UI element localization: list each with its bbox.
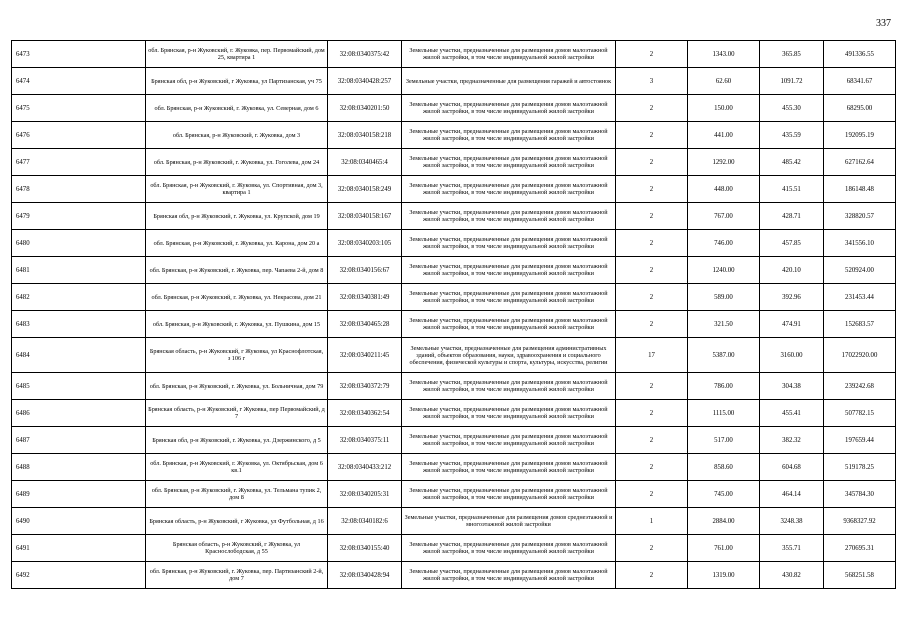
cadastral-value-cell: 9368327.92	[824, 508, 896, 535]
table-row	[12, 149, 896, 176]
land-purpose-cell: Земельные участки, предназначенные для размещения домов малоэтажной жилой застройки, в том числе индивидуальной жилой застройки	[402, 284, 616, 311]
group-cell: 2	[616, 95, 688, 122]
group-cell: 1	[616, 508, 688, 535]
table-row	[12, 203, 896, 230]
area-cell: 589.00	[688, 284, 760, 311]
row-number-cell: 6488	[12, 454, 146, 481]
cadastral-value-cell: 270695.31	[824, 535, 896, 562]
specific-value-cell: 485.42	[760, 149, 824, 176]
group-cell: 2	[616, 284, 688, 311]
cadastral-value-cell: 17022920.00	[824, 338, 896, 373]
cadastral-value-cell: 491336.55	[824, 41, 896, 68]
cadastral-value-cell: 341556.10	[824, 230, 896, 257]
area-cell: 1343.00	[688, 41, 760, 68]
specific-value-cell: 1091.72	[760, 68, 824, 95]
cadastral-number-cell: 32:08:0340158:167	[328, 203, 402, 230]
land-purpose-cell: Земельные участки, предназначенные для размещения домов малоэтажной жилой застройки, в том числе индивидуальной жилой застройки	[402, 41, 616, 68]
cadastral-number-cell: 32:08:0340465:4	[328, 149, 402, 176]
row-number-cell: 6489	[12, 481, 146, 508]
address-cell: обл. Брянская, р-н Жуковский, г. Жуковка, ул. Северная, дом 6	[146, 95, 328, 122]
row-number-cell: 6476	[12, 122, 146, 149]
table-row	[12, 257, 896, 284]
cadastral-value-cell: 68341.67	[824, 68, 896, 95]
land-purpose-cell: Земельные участки, предназначенные для размещения домов малоэтажной жилой застройки, в том числе индивидуальной жилой застройки	[402, 122, 616, 149]
page-number: 337	[876, 18, 891, 29]
address-cell: обл. Брянская, р-н Жуковский, г. Жуковка, ул. Гоголева, дом 24	[146, 149, 328, 176]
row-number-cell: 6490	[12, 508, 146, 535]
address-cell: Брянская область, р-н Жуковский, г Жуковка, ул Краснофлотская, з 106 г	[146, 338, 328, 373]
row-number-cell: 6484	[12, 338, 146, 373]
table-row	[12, 95, 896, 122]
cadastral-value-cell: 520924.00	[824, 257, 896, 284]
row-number-cell: 6475	[12, 95, 146, 122]
cadastral-value-cell: 328820.57	[824, 203, 896, 230]
land-purpose-cell: Земельные участки, предназначенные для размещения домов малоэтажной жилой застройки, в том числе индивидуальной жилой застройки	[402, 454, 616, 481]
area-cell: 5387.00	[688, 338, 760, 373]
area-cell: 62.60	[688, 68, 760, 95]
group-cell: 2	[616, 535, 688, 562]
area-cell: 1115.00	[688, 400, 760, 427]
cadastral-value-cell: 192095.19	[824, 122, 896, 149]
cadastral-number-cell: 32:08:0340203:105	[328, 230, 402, 257]
group-cell: 2	[616, 122, 688, 149]
address-cell: обл. Брянская, р-н Жуковский, г. Жуковка, пер. Чапаева 2-й, дом 8	[146, 257, 328, 284]
cadastral-value-cell: 627162.64	[824, 149, 896, 176]
specific-value-cell: 3248.38	[760, 508, 824, 535]
land-purpose-cell: Земельные участки, предназначенные для размещения домов малоэтажной жилой застройки, в том числе индивидуальной жилой застройки	[402, 311, 616, 338]
area-cell: 745.00	[688, 481, 760, 508]
group-cell: 2	[616, 427, 688, 454]
group-cell: 2	[616, 203, 688, 230]
land-purpose-cell: Земельные участки, предназначенные для размещения домов малоэтажной жилой застройки, в том числе индивидуальной жилой застройки	[402, 481, 616, 508]
address-cell: Брянская обл, р-н Жуковский, г. Жуковка, ул. Крупской, дом 19	[146, 203, 328, 230]
land-purpose-cell: Земельные участки, предназначенные для размещения домов малоэтажной жилой застройки, в том числе индивидуальной жилой застройки	[402, 373, 616, 400]
land-purpose-cell: Земельные участки, предназначенные для размещения домов малоэтажной жилой застройки, в том числе индивидуальной жилой застройки	[402, 535, 616, 562]
cadastral-number-cell: 32:08:0340158:218	[328, 122, 402, 149]
land-purpose-cell: Земельные участки, предназначенные для размещения домов среднеэтажной и многоэтажной жилой застройки	[402, 508, 616, 535]
cadastral-number-cell: 32:08:0340428:257	[328, 68, 402, 95]
specific-value-cell: 457.85	[760, 230, 824, 257]
address-cell: обл. Брянская, р-н Жуковский, г. Жуковка, пер. Первомайский, дом 25, квартира 1	[146, 41, 328, 68]
land-purpose-cell: Земельные участки, предназначенные для размещения домов малоэтажной жилой застройки, в том числе индивидуальной жилой застройки	[402, 562, 616, 589]
specific-value-cell: 464.14	[760, 481, 824, 508]
cadastral-value-cell: 239242.68	[824, 373, 896, 400]
cadastral-number-cell: 32:08:0340211:45	[328, 338, 402, 373]
row-number-cell: 6486	[12, 400, 146, 427]
address-cell: Брянская область, р-н Жуковский, г Жуковка, ул Краснослободская, д 55	[146, 535, 328, 562]
specific-value-cell: 392.96	[760, 284, 824, 311]
row-number-cell: 6479	[12, 203, 146, 230]
table-row	[12, 68, 896, 95]
land-purpose-cell: Земельные участки, предназначенные для размещения домов малоэтажной жилой застройки, в том числе индивидуальной жилой застройки	[402, 176, 616, 203]
group-cell: 2	[616, 230, 688, 257]
land-purpose-cell: Земельные участки, предназначенные для размещения домов малоэтажной жилой застройки, в том числе индивидуальной жилой застройки	[402, 400, 616, 427]
cadastral-value-cell: 197659.44	[824, 427, 896, 454]
specific-value-cell: 420.10	[760, 257, 824, 284]
cadastral-number-cell: 32:08:0340156:67	[328, 257, 402, 284]
cadastral-number-cell: 32:08:0340205:31	[328, 481, 402, 508]
address-cell: обл. Брянская, р-н Жуковский, г. Жуковка, ул. Спортивная, дом 3, квартира 1	[146, 176, 328, 203]
specific-value-cell: 604.68	[760, 454, 824, 481]
row-number-cell: 6482	[12, 284, 146, 311]
group-cell: 2	[616, 454, 688, 481]
specific-value-cell: 474.91	[760, 311, 824, 338]
specific-value-cell: 382.32	[760, 427, 824, 454]
land-purpose-cell: Земельные участки, предназначенные для размещения домов малоэтажной жилой застройки, в том числе индивидуальной жилой застройки	[402, 203, 616, 230]
area-cell: 767.00	[688, 203, 760, 230]
specific-value-cell: 430.82	[760, 562, 824, 589]
row-number-cell: 6485	[12, 373, 146, 400]
row-number-cell: 6491	[12, 535, 146, 562]
cadastral-number-cell: 32:08:0340182:6	[328, 508, 402, 535]
cadastral-value-cell: 68295.00	[824, 95, 896, 122]
group-cell: 2	[616, 176, 688, 203]
table-row	[12, 535, 896, 562]
group-cell: 2	[616, 373, 688, 400]
group-cell: 3	[616, 68, 688, 95]
land-purpose-cell: Земельные участки, предназначенные для размещения домов малоэтажной жилой застройки, в том числе индивидуальной жилой застройки	[402, 230, 616, 257]
table-row	[12, 176, 896, 203]
table-row	[12, 508, 896, 535]
address-cell: Брянская обл, р-н Жуковский, г Жуковка, ул Партизанская, уч 75	[146, 68, 328, 95]
area-cell: 2884.00	[688, 508, 760, 535]
address-cell: обл. Брянская, р-н Жуковский, г. Жуковка, ул. Карона, дом 20 а	[146, 230, 328, 257]
row-number-cell: 6478	[12, 176, 146, 203]
table-row	[12, 400, 896, 427]
specific-value-cell: 455.41	[760, 400, 824, 427]
land-purpose-cell: Земельные участки, предназначенные для размещения домов малоэтажной жилой застройки, в том числе индивидуальной жилой застройки	[402, 95, 616, 122]
address-cell: обл. Брянская, р-н Жуковский, г. Жуковка, ул. Тельмана тупик 2, дом 8	[146, 481, 328, 508]
cadastral-number-cell: 32:08:0340362:54	[328, 400, 402, 427]
land-purpose-cell: Земельные участки, предназначенные для размещения гаражей и автостоянок	[402, 68, 616, 95]
table-row	[12, 454, 896, 481]
cadastral-number-cell: 32:08:0340375:11	[328, 427, 402, 454]
row-number-cell: 6473	[12, 41, 146, 68]
row-number-cell: 6474	[12, 68, 146, 95]
table-row	[12, 41, 896, 68]
area-cell: 858.60	[688, 454, 760, 481]
specific-value-cell: 304.38	[760, 373, 824, 400]
cadastral-number-cell: 32:08:0340465:28	[328, 311, 402, 338]
area-cell: 1240.00	[688, 257, 760, 284]
specific-value-cell: 355.71	[760, 535, 824, 562]
group-cell: 2	[616, 562, 688, 589]
group-cell: 2	[616, 41, 688, 68]
group-cell: 2	[616, 481, 688, 508]
cadastral-value-table	[11, 40, 896, 589]
cadastral-value-cell: 568251.58	[824, 562, 896, 589]
table-row	[12, 284, 896, 311]
table-body	[12, 41, 896, 589]
cadastral-number-cell: 32:08:0340428:94	[328, 562, 402, 589]
row-number-cell: 6481	[12, 257, 146, 284]
table-row	[12, 230, 896, 257]
cadastral-value-cell: 345784.30	[824, 481, 896, 508]
cadastral-number-cell: 32:08:0340155:40	[328, 535, 402, 562]
table-row	[12, 373, 896, 400]
area-cell: 1319.00	[688, 562, 760, 589]
group-cell: 2	[616, 149, 688, 176]
specific-value-cell: 428.71	[760, 203, 824, 230]
area-cell: 448.00	[688, 176, 760, 203]
address-cell: обл. Брянская, р-н Жуковский, г. Жуковка, ул. Некрасова, дом 21	[146, 284, 328, 311]
address-cell: обл. Брянская, р-н Жуковский, г. Жуковка, дом 3	[146, 122, 328, 149]
cadastral-value-cell: 519178.25	[824, 454, 896, 481]
group-cell: 2	[616, 311, 688, 338]
row-number-cell: 6477	[12, 149, 146, 176]
specific-value-cell: 365.85	[760, 41, 824, 68]
table-row	[12, 562, 896, 589]
address-cell: обл. Брянская, р-н Жуковский, г. Жуковка, пер. Партизанский 2-й, дом 7	[146, 562, 328, 589]
land-purpose-cell: Земельные участки, предназначенные для размещения административных зданий, объектов образования, науки, здравоохранения и социального обеспечения, физической культуры и спорта, культуры, искусства, религии	[402, 338, 616, 373]
table-row	[12, 481, 896, 508]
address-cell: обл. Брянская, р-н Жуковский, г. Жуковка, ул. Октябрьская, дом 6 кв.1	[146, 454, 328, 481]
land-purpose-cell: Земельные участки, предназначенные для размещения домов малоэтажной жилой застройки, в том числе индивидуальной жилой застройки	[402, 427, 616, 454]
cadastral-number-cell: 32:08:0340381:49	[328, 284, 402, 311]
area-cell: 1292.00	[688, 149, 760, 176]
group-cell: 2	[616, 257, 688, 284]
cadastral-number-cell: 32:08:0340372:79	[328, 373, 402, 400]
area-cell: 150.00	[688, 95, 760, 122]
table-row	[12, 122, 896, 149]
address-cell: Брянская область, р-н Жуковский, г Жуковка, ул Футбольная, д 16	[146, 508, 328, 535]
specific-value-cell: 415.51	[760, 176, 824, 203]
cadastral-value-cell: 186148.48	[824, 176, 896, 203]
row-number-cell: 6492	[12, 562, 146, 589]
group-cell: 17	[616, 338, 688, 373]
table-row	[12, 427, 896, 454]
row-number-cell: 6480	[12, 230, 146, 257]
specific-value-cell: 455.30	[760, 95, 824, 122]
area-cell: 517.00	[688, 427, 760, 454]
cadastral-value-cell: 507782.15	[824, 400, 896, 427]
cadastral-number-cell: 32:08:0340201:50	[328, 95, 402, 122]
address-cell: Брянская обл, р-н Жуковский, г. Жуковка, ул. Дзержинского, д 5	[146, 427, 328, 454]
cadastral-number-cell: 32:08:0340375:42	[328, 41, 402, 68]
specific-value-cell: 435.59	[760, 122, 824, 149]
address-cell: Брянская область, р-н Жуковский, г Жуковка, пер Первомайский, д 7	[146, 400, 328, 427]
address-cell: обл. Брянская, р-н Жуковский, г. Жуковка, ул. Больничная, дом 79	[146, 373, 328, 400]
land-purpose-cell: Земельные участки, предназначенные для размещения домов малоэтажной жилой застройки, в том числе индивидуальной жилой застройки	[402, 149, 616, 176]
cadastral-number-cell: 32:08:0340433:212	[328, 454, 402, 481]
table-row	[12, 338, 896, 373]
area-cell: 746.00	[688, 230, 760, 257]
area-cell: 321.50	[688, 311, 760, 338]
land-purpose-cell: Земельные участки, предназначенные для размещения домов малоэтажной жилой застройки, в том числе индивидуальной жилой застройки	[402, 257, 616, 284]
table-row	[12, 311, 896, 338]
row-number-cell: 6483	[12, 311, 146, 338]
address-cell: обл. Брянская, р-н Жуковский, г. Жуковка, ул. Пушкина, дом 15	[146, 311, 328, 338]
area-cell: 761.00	[688, 535, 760, 562]
cadastral-value-cell: 231453.44	[824, 284, 896, 311]
cadastral-number-cell: 32:08:0340158:249	[328, 176, 402, 203]
cadastral-value-cell: 152683.57	[824, 311, 896, 338]
area-cell: 441.00	[688, 122, 760, 149]
row-number-cell: 6487	[12, 427, 146, 454]
area-cell: 786.00	[688, 373, 760, 400]
specific-value-cell: 3160.00	[760, 338, 824, 373]
group-cell: 2	[616, 400, 688, 427]
